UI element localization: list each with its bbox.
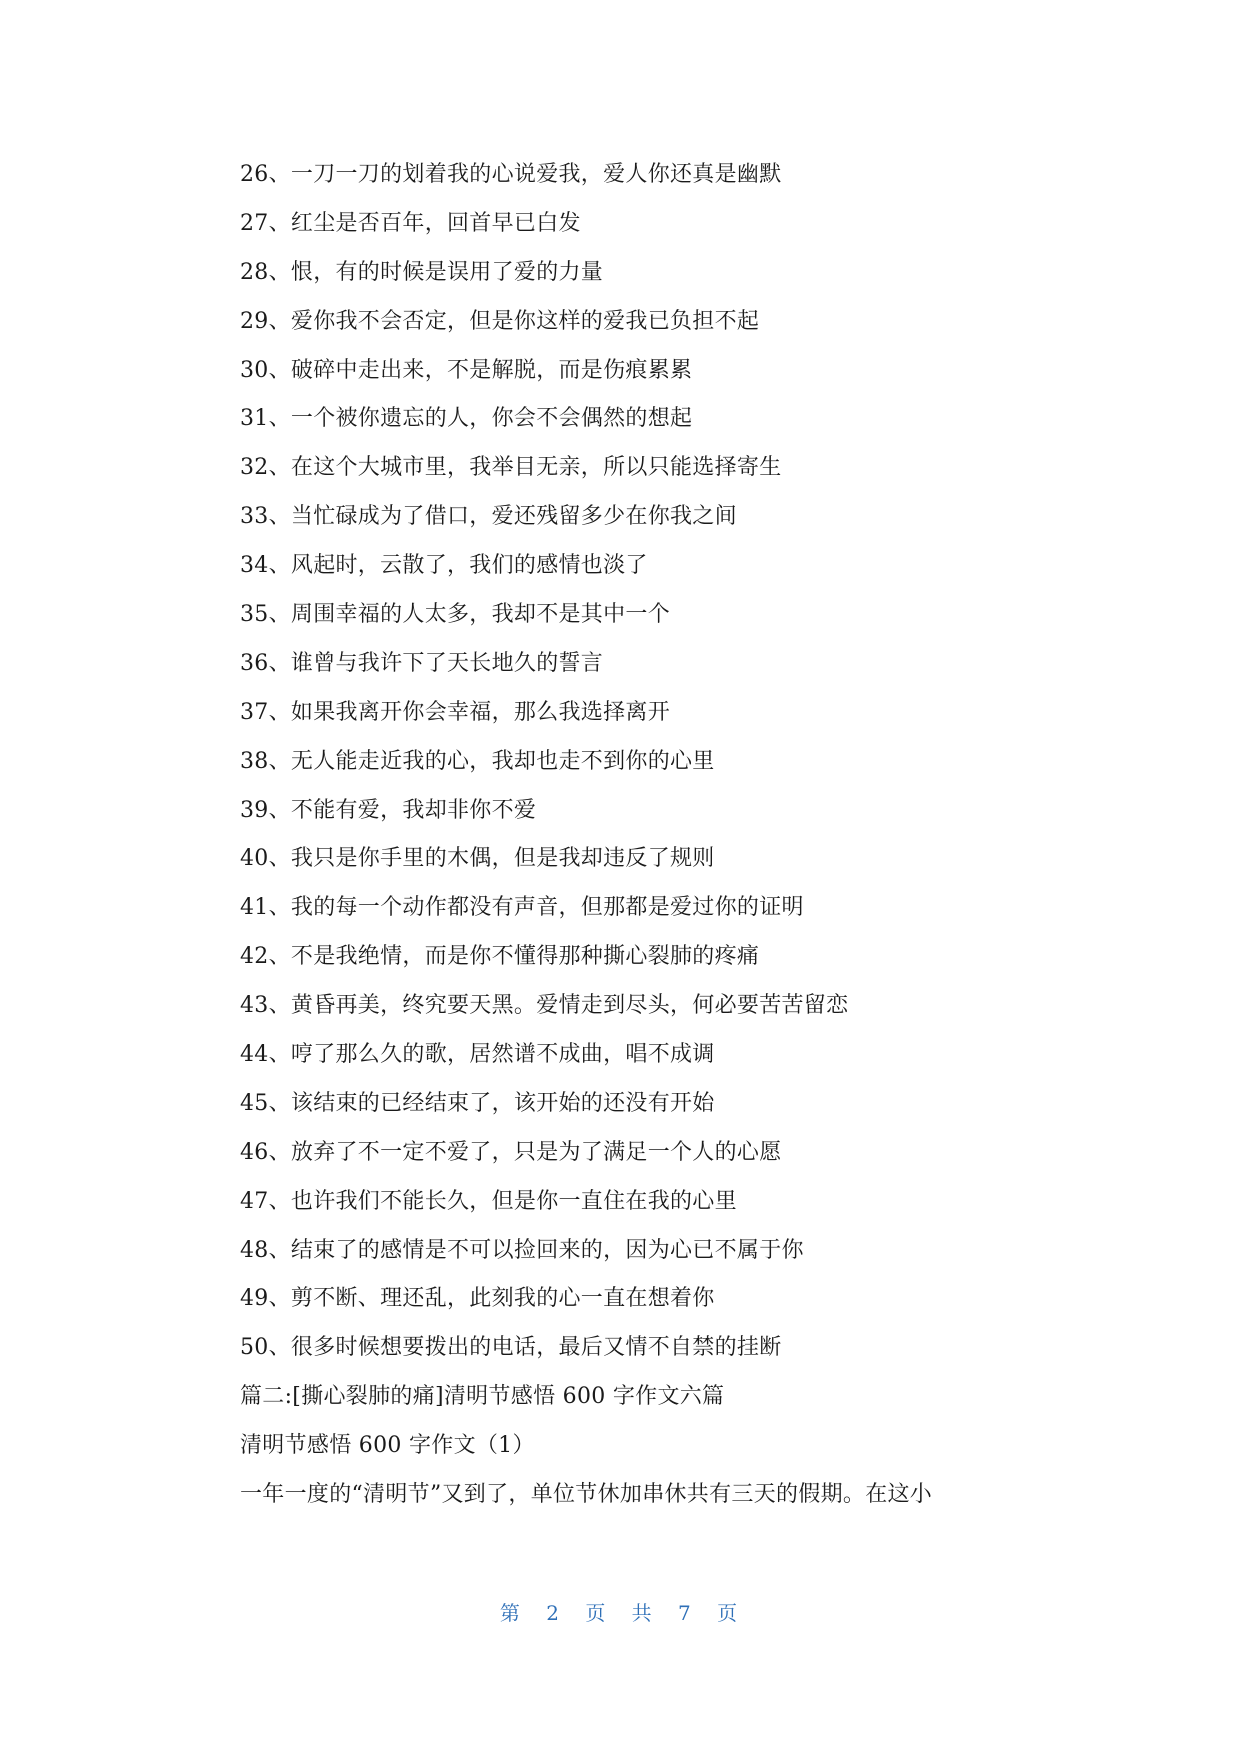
- list-item: 44、哼了那么久的歌，居然谱不成曲，唱不成调: [240, 1042, 715, 1068]
- list-item: 36、谁曾与我许下了天长地久的誓言: [240, 650, 604, 676]
- list-item: 38、无人能走近我的心，我却也走不到你的心里: [240, 748, 715, 774]
- list-item: 50、很多时候想要拨出的电话，最后又情不自禁的挂断: [240, 1335, 782, 1361]
- list-item: 35、周围幸福的人太多，我却不是其中一个: [240, 602, 670, 628]
- list-item: 30、破碎中走出来，不是解脱，而是伤痕累累: [240, 357, 693, 383]
- page-number-footer: 第 2 页 共 7 页: [499, 1601, 742, 1625]
- subsection-heading: 清明节感悟 600 字作文（1）: [240, 1433, 535, 1459]
- list-item: 37、如果我离开你会幸福，那么我选择离开: [240, 699, 670, 725]
- document-body: [240, 158, 1060, 1527]
- paragraph: 一年一度的“清明节”又到了，单位节休加串休共有三天的假期。在这小: [240, 1482, 933, 1508]
- section-heading: 篇二:[撕心裂肺的痛]清明节感悟 600 字作文六篇: [240, 1384, 725, 1410]
- list-item: 27、红尘是否百年，回首早已白发: [240, 210, 581, 236]
- list-item: 40、我只是你手里的木偶，但是我却违反了规则: [240, 846, 715, 872]
- list-item: 47、也许我们不能长久，但是你一直住在我的心里: [240, 1188, 737, 1214]
- list-item: 46、放弃了不一定不爱了，只是为了满足一个人的心愿: [240, 1139, 782, 1165]
- list-item: 42、不是我绝情，而是你不懂得那种撕心裂肺的疼痛: [240, 944, 760, 970]
- list-item: 34、风起时，云散了，我们的感情也淡了: [240, 553, 648, 579]
- list-item: 32、在这个大城市里，我举目无亲，所以只能选择寄生: [240, 455, 782, 481]
- list-item: 28、恨，有的时候是误用了爱的力量: [240, 259, 604, 285]
- list-item: 45、该结束的已经结束了，该开始的还没有开始: [240, 1090, 715, 1116]
- list-item: 31、一个被你遗忘的人，你会不会偶然的想起: [240, 406, 693, 432]
- list-item: 43、黄昏再美，终究要天黑。爱情走到尽头，何必要苦苦留恋: [240, 993, 849, 1019]
- list-item: 33、当忙碌成为了借口，爱还残留多少在你我之间: [240, 504, 737, 530]
- list-item: 26、一刀一刀的划着我的心说爱我，爱人你还真是幽默: [240, 162, 782, 187]
- list-item: 39、不能有爱，我却非你不爱: [240, 797, 537, 823]
- list-item: 29、爱你我不会否定，但是你这样的爱我已负担不起: [240, 308, 760, 334]
- list-item: 48、结束了的感情是不可以捡回来的，因为心已不属于你: [240, 1237, 804, 1263]
- list-item: 49、剪不断、理还乱，此刻我的心一直在想着你: [240, 1286, 715, 1312]
- list-item: 41、我的每一个动作都没有声音，但那都是爱过你的证明: [240, 895, 804, 921]
